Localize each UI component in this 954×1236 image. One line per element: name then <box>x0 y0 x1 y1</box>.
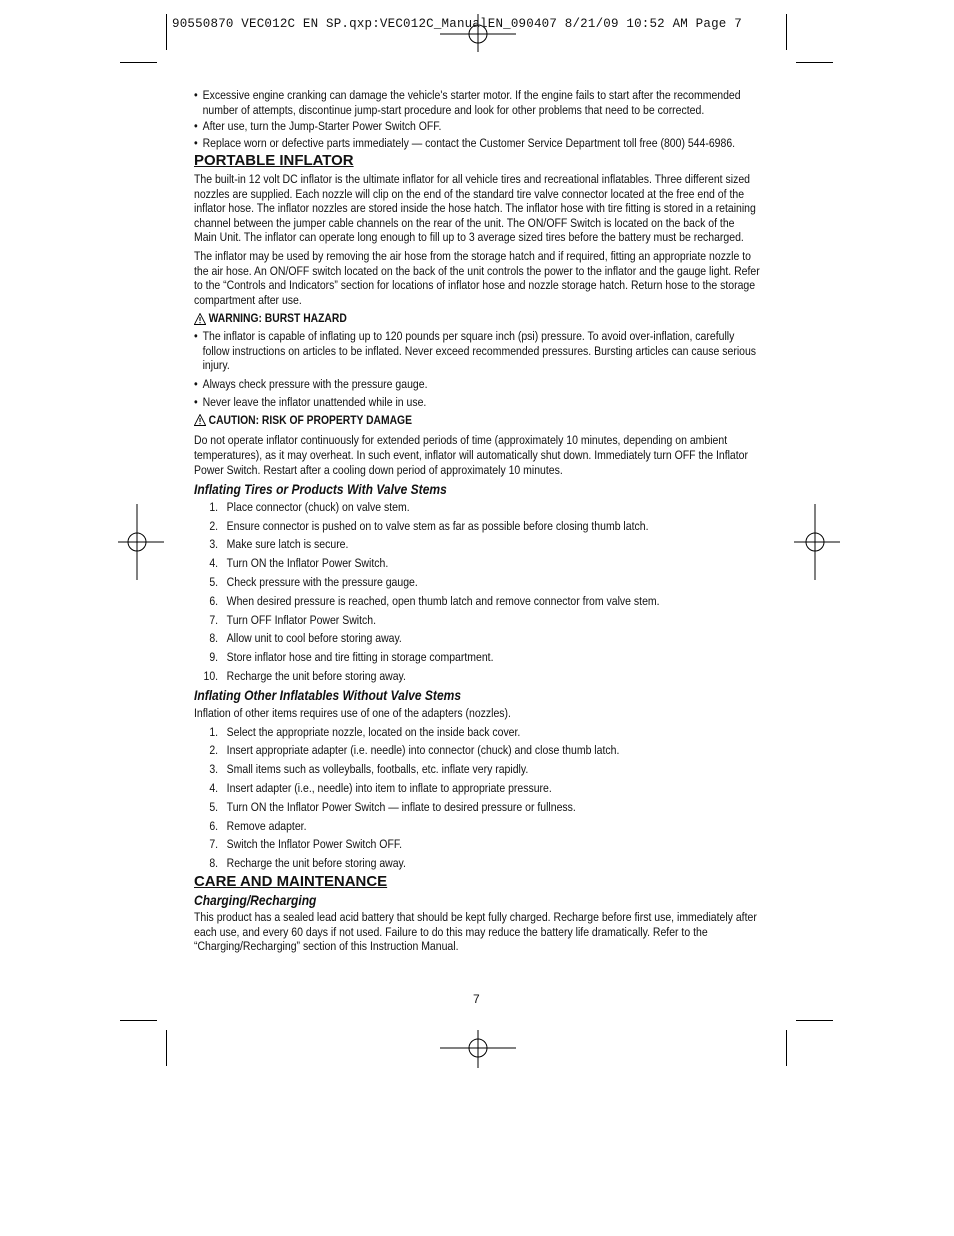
list-item: 4. Insert adapter (i.e., needle) into item to inflate to appropriate pressure. <box>209 781 552 795</box>
list-item: 7. Turn OFF Inflator Power Switch. <box>209 612 376 627</box>
caution-title: CAUTION: RISK OF PROPERTY DAMAGE <box>208 412 412 427</box>
registration-mark-left <box>118 504 164 580</box>
list-item: 1. Place connector (chuck) on valve stem. <box>209 499 410 514</box>
page-content <box>194 88 760 958</box>
warning-heading <box>194 311 760 326</box>
warning-title: WARNING: BURST HAZARD <box>208 311 347 326</box>
list-item: 2. Ensure connector is pushed on to valve stem as far as possible before closing thumb latch. <box>209 518 649 533</box>
list-item: 8. Allow unit to cool before storing away. <box>209 631 402 646</box>
list-item: • After use, turn the Jump-Starter Power Switch OFF. <box>194 119 760 134</box>
numbered-list <box>194 725 760 871</box>
registration-mark-top <box>440 14 516 52</box>
list-item: 10. Recharge the unit before storing away. <box>203 668 406 683</box>
list-item: 6. When desired pressure is reached, open thumb latch and remove connector from valve stem. <box>209 593 660 608</box>
list-item: 5. Turn ON the Inflator Power Switch — inflate to desired pressure or fullness. <box>209 799 576 814</box>
page-number: 7 <box>473 992 480 1006</box>
list-item: 7. Switch the Inflator Power Switch OFF. <box>209 837 403 852</box>
list-item: 5. Check pressure with the pressure gauge. <box>209 574 418 589</box>
section-heading: PORTABLE INFLATOR <box>194 152 354 170</box>
crop-mark <box>166 1030 167 1066</box>
subsection-heading: Charging/Recharging <box>194 891 317 908</box>
list-item: • Never leave the inflator unattended while in use. <box>194 395 760 410</box>
list-item: 3. Small items such as volleyballs, footballs, etc. inflate very rapidly. <box>209 762 529 777</box>
paragraph: The built-in 12 volt DC inflator is the ultimate inflator for all vehicle tires and recreational inflatables. Three different sized nozzles are supplied. Each nozzle will clip on the end of the standard tire valve connector located at the free end of the inflator hose. The inflator nozzles are stored inside the hose hatch. The inflator hose with tire fitting is stored in a retaining channel between the jumper cable channels on the rear of the unit. The ON/OFF Switch is located on the back of the Main Unit. The inflator can operate long enough to fill up to 3 average sized tires before the battery must be recharged. <box>194 171 756 245</box>
list-item: 6. Remove adapter. <box>209 818 307 833</box>
paragraph: Inflation of other items requires use of one of the adapters (nozzles). <box>194 706 511 721</box>
warning-triangle-icon <box>194 414 206 426</box>
crop-mark <box>796 1020 833 1021</box>
caution-heading <box>194 413 760 428</box>
list-item: • Excessive engine cranking can damage the vehicle's starter motor. If the engine fails to start after the recommended number of attempts, discontinue jump-start procedure and look for other problems that need to be corrected. <box>194 88 760 117</box>
paragraph: This product has a sealed lead acid battery that should be kept fully charged. Recharge before first use, immediately after each use, and every 60 days if not used. Failure to do this may reduce the battery life dramatically. Refer to the “Charging/Recharging” section of this Instruction Manual. <box>194 910 757 954</box>
section-heading: CARE AND MAINTENANCE <box>194 872 388 890</box>
warning-triangle-icon <box>194 313 206 325</box>
list-item: • Always check pressure with the pressure gauge. <box>194 377 760 392</box>
subsection-heading: Inflating Tires or Products With Valve Stems <box>194 481 447 498</box>
list-item: 1. Select the appropriate nozzle, located on the inside back cover. <box>209 724 521 739</box>
list-item: 9. Store inflator hose and tire fitting in storage compartment. <box>209 650 494 665</box>
crop-mark <box>120 1020 157 1021</box>
numbered-list <box>194 500 760 684</box>
list-item: • The inflator is capable of inflating up to 120 pounds per square inch (psi) pressure. To avoid over-inflation, carefully follow instructions on articles to be inflated. Never exceed recommended pressures. Bursting articles can cause serious injury. <box>194 329 760 373</box>
text-column <box>194 88 760 954</box>
registration-mark-bottom <box>440 1030 516 1068</box>
crop-mark <box>786 1030 787 1066</box>
list-item: 2. Insert appropriate adapter (i.e. needle) into connector (chuck) and close thumb latch. <box>209 743 620 758</box>
subsection-heading: Inflating Other Inflatables Without Valve Stems <box>194 687 462 704</box>
crop-mark <box>166 14 167 50</box>
crop-mark <box>120 62 157 63</box>
list-item: 8. Recharge the unit before storing away. <box>209 856 406 871</box>
crop-mark <box>786 14 787 50</box>
crop-mark <box>796 62 833 63</box>
registration-mark-right <box>794 504 840 580</box>
list-item: 3. Make sure latch is secure. <box>209 537 349 552</box>
list-item: 4. Turn ON the Inflator Power Switch. <box>209 556 389 571</box>
paragraph: The inflator may be used by removing the air hose from the storage hatch and if required, fitting an appropriate nozzle to the air hose. An ON/OFF switch located on the back of the unit controls the power to the inflator and the gauge light. Refer to the “Controls and Indicators” section for locations of inflator hose and nozzle storage hatch. Return hose to the storage compartment after use. <box>194 248 760 307</box>
list-item: • Replace worn or defective parts immediately — contact the Customer Service Department toll free (800) 544-6986. <box>194 136 760 151</box>
print-slug: 90550870 VEC012C EN SP.qxp:VEC012C_ManualEN_090407 8/21/09 10:52 AM Page 7 <box>172 17 742 31</box>
paragraph: Do not operate inflator continuously for extended periods of time (approximately 10 minutes, depending on ambient temperatures), as it may overheat. In such event, inflator will automatically shut down. Immediately turn OFF the Inflator Power Switch. Restart after a cooling down period of approximately 10 minutes. <box>194 433 749 477</box>
